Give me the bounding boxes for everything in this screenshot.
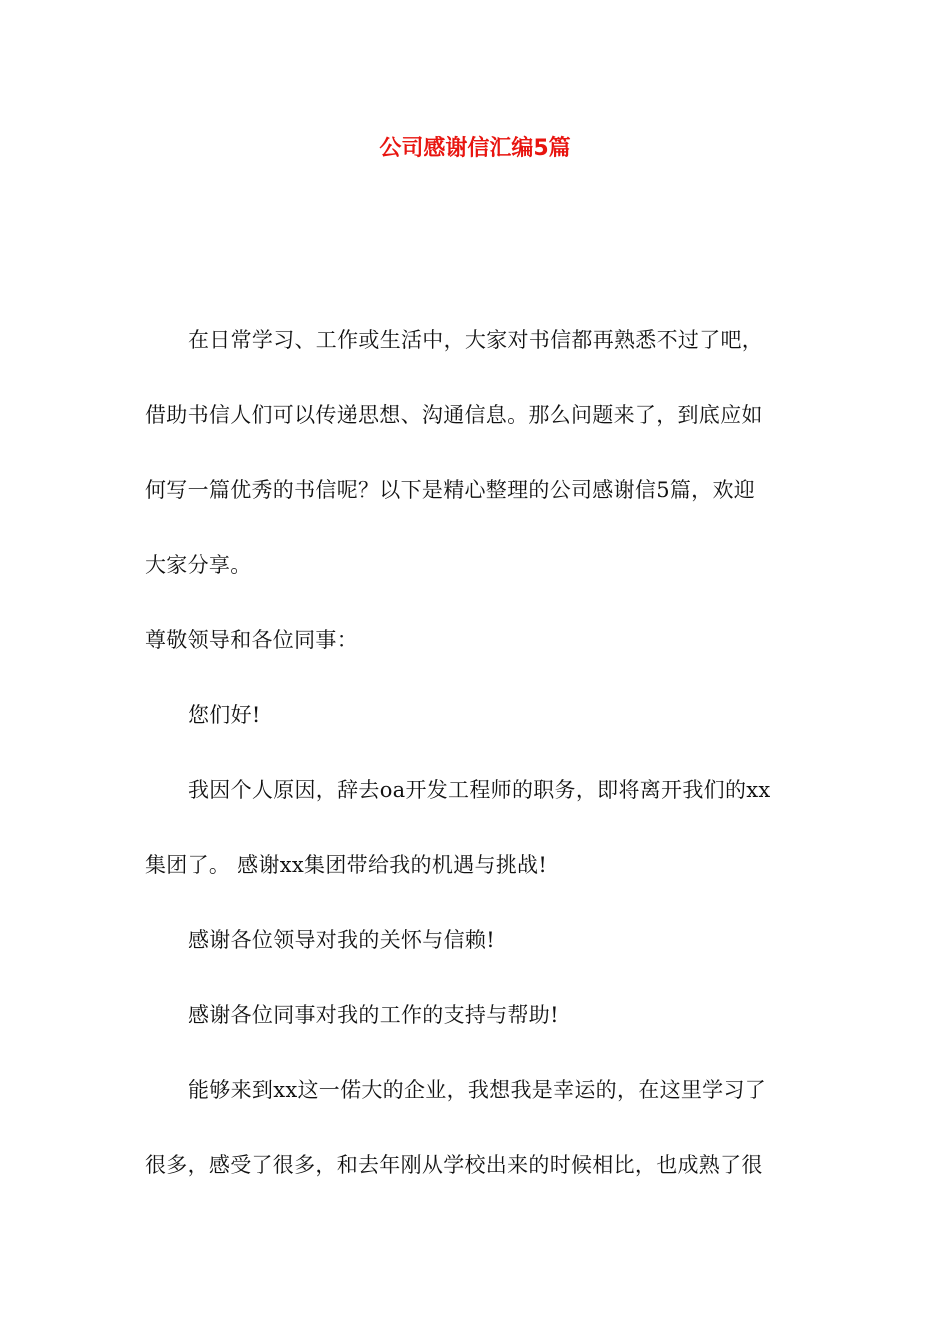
paragraph-line: 很多，感受了很多，和去年刚从学校出来的时候相比，也成熟了很: [145, 1153, 763, 1177]
paragraph-line: 能够来到xx这一偌大的企业，我想我是幸运的，在这里学习了: [188, 1078, 767, 1102]
paragraph-line: 感谢各位同事对我的工作的支持与帮助!: [188, 1003, 559, 1027]
document-title: 公司感谢信汇编5篇: [379, 136, 571, 161]
paragraph-line: 大家分享。: [145, 553, 252, 577]
greeting-line: 您们好!: [188, 703, 261, 727]
paragraph-line: 在日常学习、工作或生活中，大家对书信都再熟悉不过了吧，: [188, 328, 764, 352]
paragraph-line: 感谢各位领导对我的关怀与信赖!: [188, 928, 495, 952]
paragraph-line: 我因个人原因，辞去oa开发工程师的职务，即将离开我们的xx: [188, 778, 771, 802]
paragraph-line: 借助书信人们可以传递思想、沟通信息。那么问题来了，到底应如: [145, 403, 763, 427]
salutation-line: 尊敬领导和各位同事：: [145, 628, 358, 652]
paragraph-line: 集团了。 感谢xx集团带给我的机遇与挑战!: [145, 853, 548, 877]
paragraph-line: 何写一篇优秀的书信呢？以下是精心整理的公司感谢信5篇，欢迎: [145, 478, 756, 502]
